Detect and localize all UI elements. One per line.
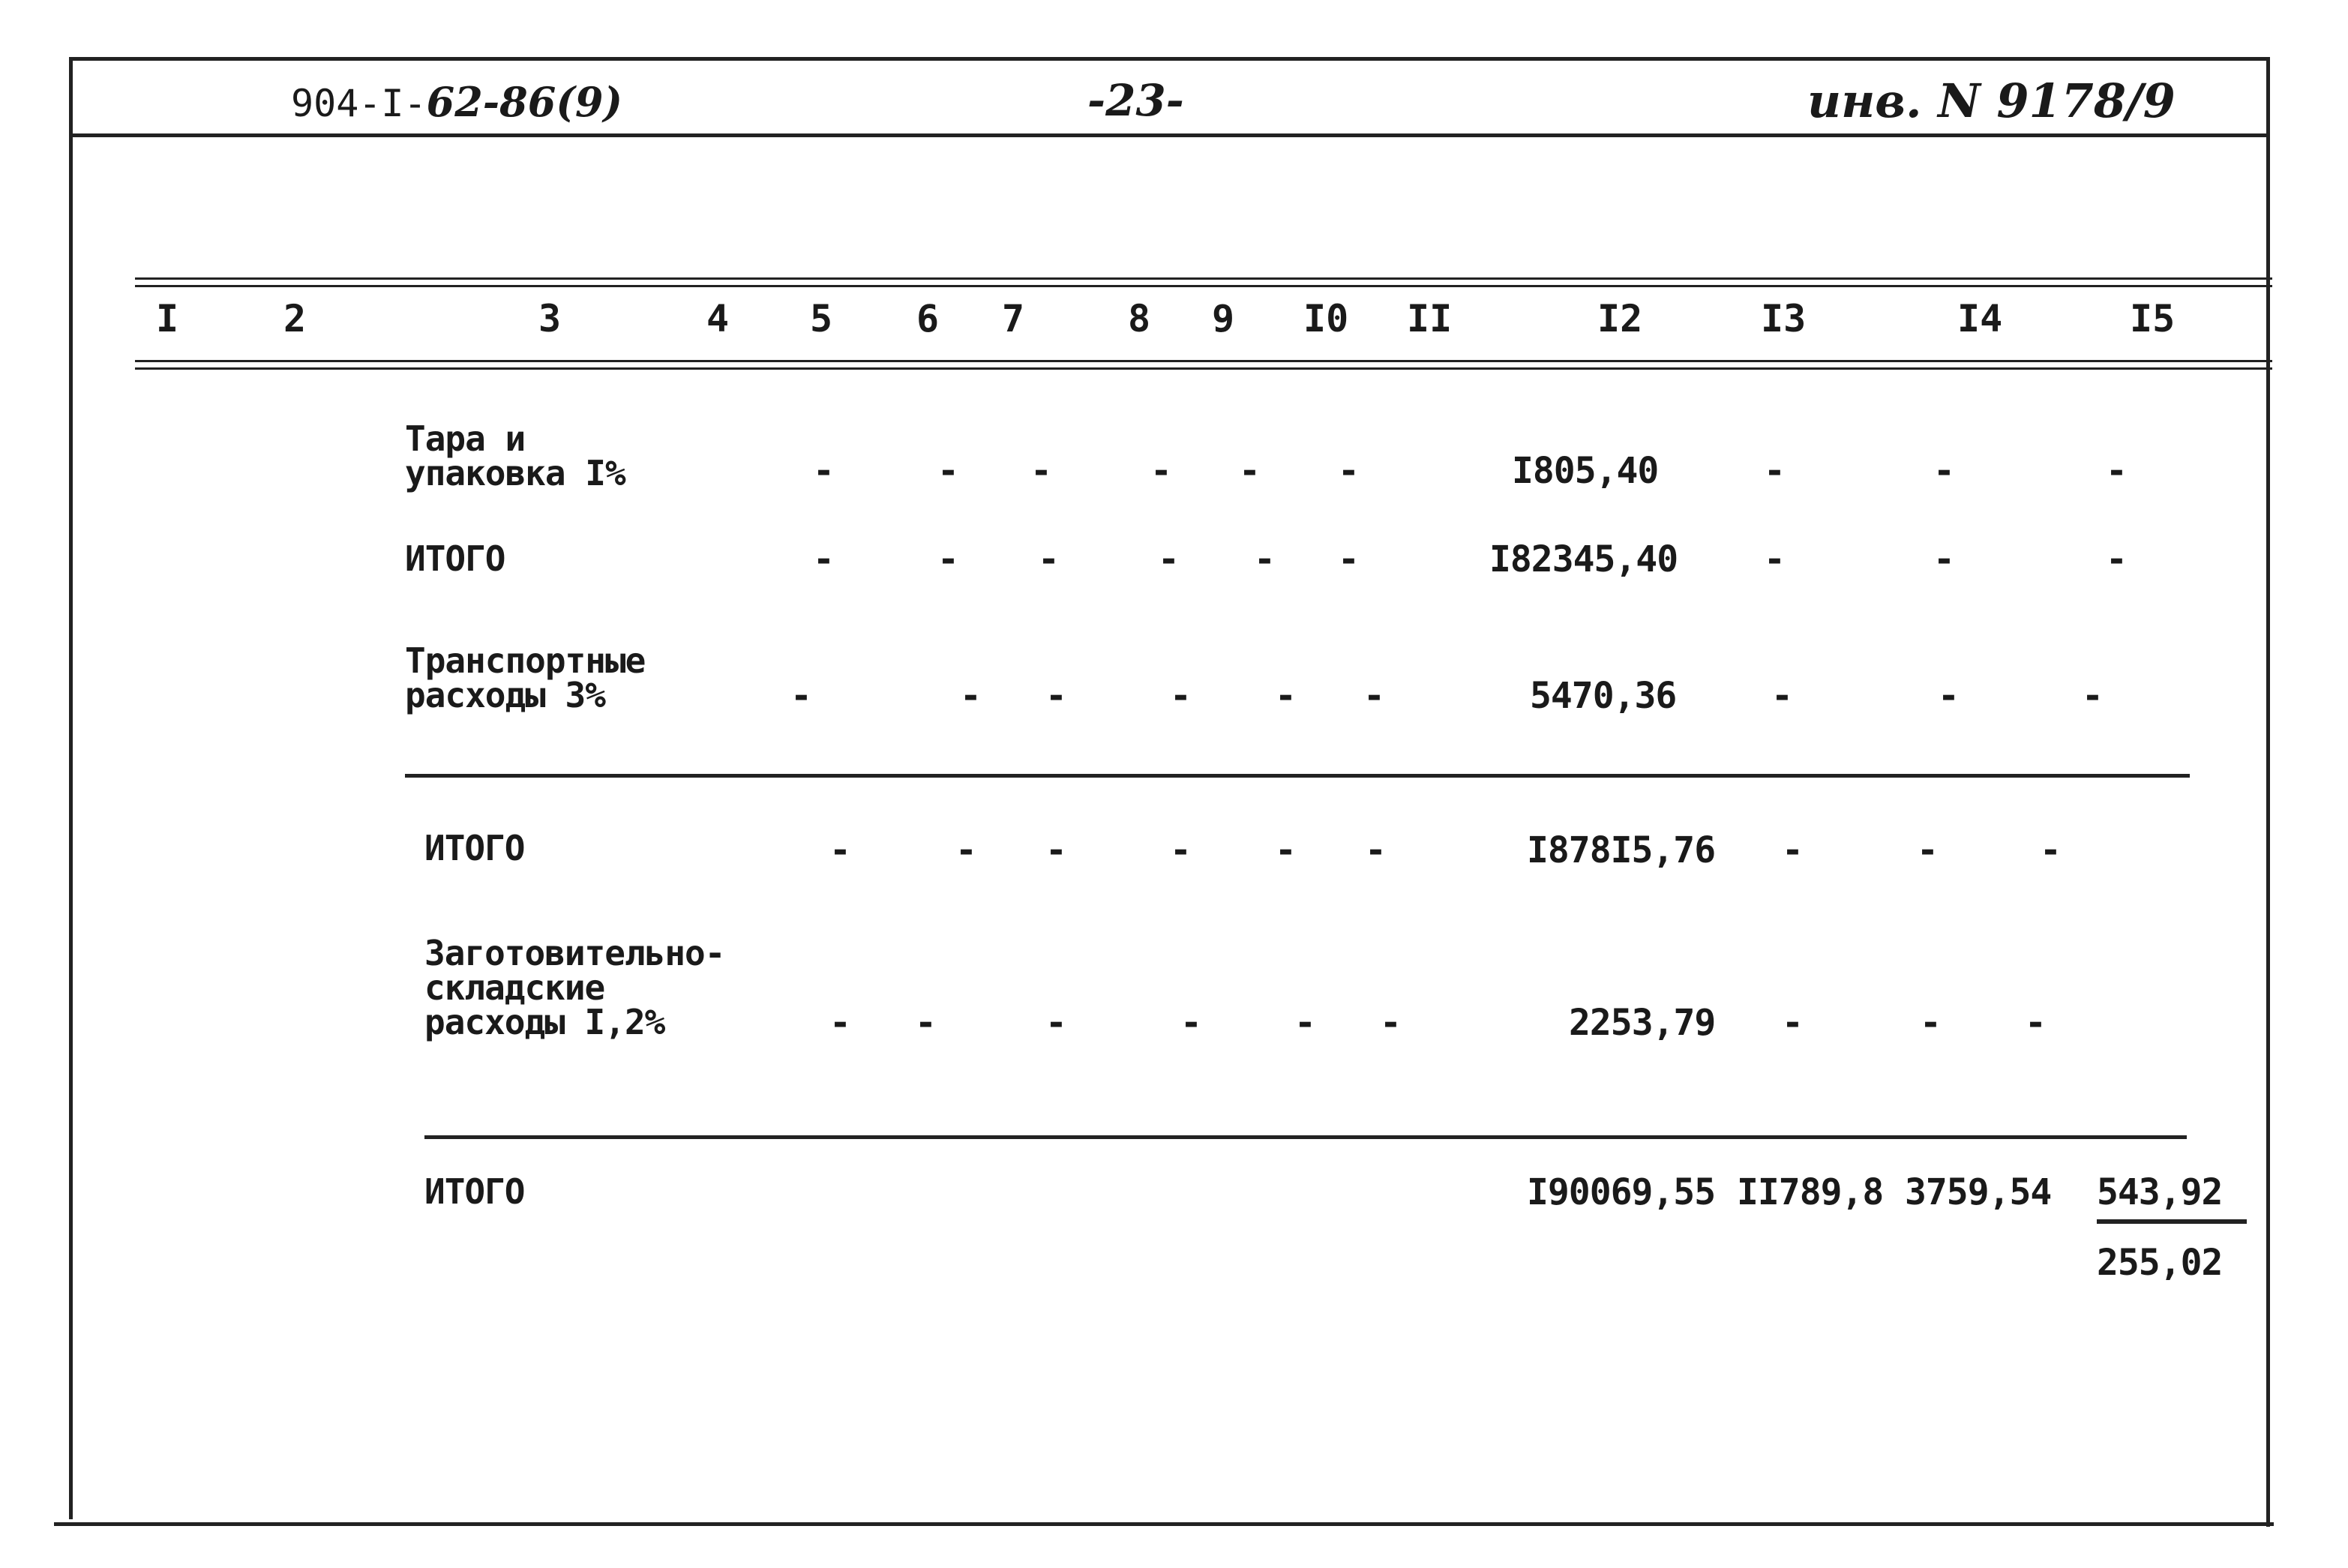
dash-cell: -: [1045, 829, 1067, 871]
col12-value: 2253,79: [1569, 1002, 1716, 1044]
dash-cell: -: [915, 1002, 937, 1044]
dash-cell: -: [955, 829, 977, 871]
column-number: I4: [1957, 297, 2003, 340]
column-number: I5: [2130, 297, 2176, 340]
dash-cell: -: [1938, 675, 1960, 717]
dash-cell: -: [960, 675, 982, 717]
dash-cell: -: [1338, 538, 1360, 580]
dash-cell: -: [1150, 450, 1172, 492]
dash-cell: -: [937, 450, 959, 492]
dash-cell: -: [1917, 829, 1939, 871]
column-number: 2: [283, 297, 307, 340]
total-col15-bottom: 255,02: [2097, 1242, 2223, 1284]
total-label: ИТОГО: [424, 1171, 525, 1212]
dash-cell: -: [1180, 1002, 1202, 1044]
dash-cell: -: [1933, 450, 1955, 492]
dash-cell: -: [2025, 1002, 2047, 1044]
dash-cell: -: [1782, 829, 1804, 871]
dash-cell: -: [813, 538, 835, 580]
dash-cell: -: [937, 538, 959, 580]
dash-cell: -: [1365, 829, 1387, 871]
dash-cell: -: [2106, 450, 2128, 492]
document-code: [291, 78, 622, 126]
col12-value: I805,40: [1512, 450, 1659, 492]
column-header-bottom-rule: [135, 360, 2272, 370]
column-number: I2: [1597, 297, 1643, 340]
col12-value: I82345,40: [1489, 538, 1678, 580]
column-header-top-rule: [135, 277, 2272, 287]
dash-cell: -: [829, 829, 851, 871]
dash-cell: -: [2040, 829, 2062, 871]
dash-cell: -: [1275, 675, 1297, 717]
column-number: I: [156, 297, 179, 340]
dash-cell: -: [1764, 450, 1786, 492]
dash-cell: -: [1338, 450, 1360, 492]
dash-cell: -: [1771, 675, 1793, 717]
dash-cell: -: [2106, 538, 2128, 580]
dash-cell: -: [1170, 829, 1192, 871]
row-label: Тара и упаковка I%: [405, 418, 625, 493]
document-code-handwritten: 62-86(9): [426, 78, 623, 126]
page-number: -23-: [1087, 75, 1184, 126]
dash-cell: -: [1030, 450, 1052, 492]
dash-cell: -: [1920, 1002, 1942, 1044]
column-number: I3: [1761, 297, 1807, 340]
column-number: 5: [810, 297, 833, 340]
dash-cell: -: [1294, 1002, 1316, 1044]
dash-cell: -: [1254, 538, 1276, 580]
header-separator: [69, 133, 2270, 137]
row-label: Транспортные расходы 3%: [405, 640, 646, 715]
column-number: 7: [1002, 297, 1025, 340]
fraction-bar: [2097, 1219, 2247, 1224]
row-label: ИТОГО: [424, 828, 525, 868]
row-label: Заготовительно- складские расходы I,2%: [424, 933, 725, 1042]
dash-cell: -: [1933, 538, 1955, 580]
frame-top-border: [69, 57, 2270, 61]
column-number: 3: [538, 297, 562, 340]
total-col15-top: 543,92: [2097, 1171, 2223, 1213]
inventory-number: инв. N 9178/9: [1807, 73, 2176, 128]
dash-cell: -: [1045, 1002, 1067, 1044]
dash-cell: -: [1782, 1002, 1804, 1044]
dash-cell: -: [1158, 538, 1180, 580]
subtotal-rule: [405, 774, 2190, 778]
row-label: ИТОГО: [405, 538, 505, 579]
dash-cell: -: [2082, 675, 2104, 717]
total-col13: II789,8: [1737, 1171, 1884, 1213]
column-number: 9: [1212, 297, 1235, 340]
column-number: II: [1407, 297, 1453, 340]
dash-cell: -: [1380, 1002, 1402, 1044]
column-number: I0: [1303, 297, 1349, 340]
dash-cell: -: [1045, 675, 1067, 717]
frame-bottom-border: [54, 1522, 2274, 1526]
document-code-printed: 904-I-: [291, 82, 427, 125]
column-number: 4: [706, 297, 730, 340]
total-col12: I90069,55: [1527, 1171, 1716, 1213]
dash-cell: -: [1764, 538, 1786, 580]
column-number: 8: [1128, 297, 1151, 340]
col12-value: I878I5,76: [1527, 829, 1716, 871]
dash-cell: -: [1170, 675, 1192, 717]
dash-cell: -: [1275, 829, 1297, 871]
dash-cell: -: [813, 450, 835, 492]
dash-cell: -: [790, 675, 812, 717]
column-number: 6: [916, 297, 940, 340]
dash-cell: -: [1239, 450, 1261, 492]
col12-value: 5470,36: [1530, 675, 1677, 717]
dash-cell: -: [1363, 675, 1385, 717]
total-col14: 3759,54: [1905, 1171, 2052, 1213]
dash-cell: -: [1038, 538, 1060, 580]
dash-cell: -: [829, 1002, 851, 1044]
frame-left-border: [69, 57, 73, 1519]
total-rule: [424, 1135, 2187, 1139]
